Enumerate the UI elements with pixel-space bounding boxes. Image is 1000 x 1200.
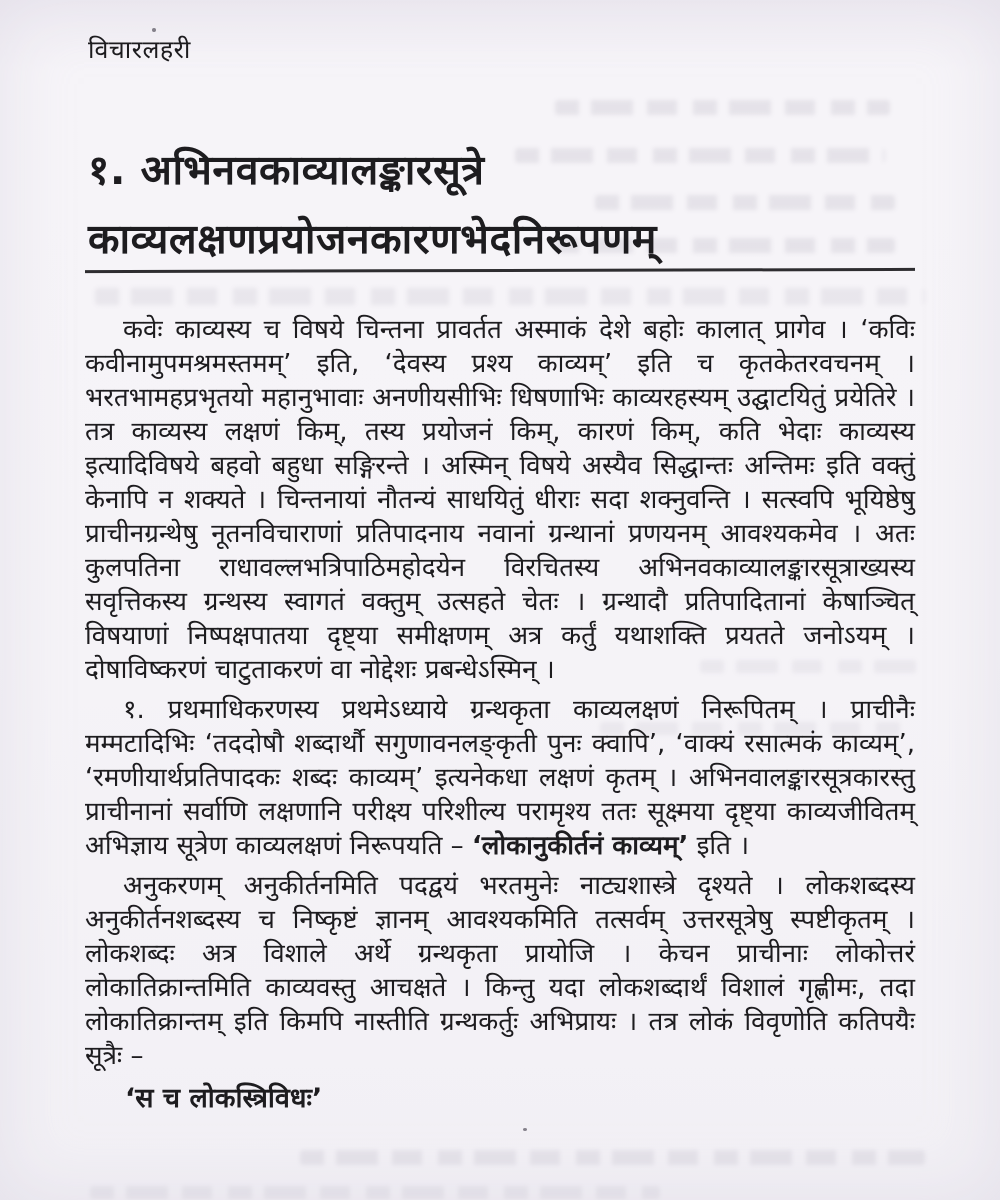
bleedthrough-text-ghost (95, 288, 925, 305)
chapter-title-line-2: काव्यलक्षणप्रयोजनकारणभेदनिरूपणम् (88, 215, 657, 263)
bleedthrough-text-ghost (90, 1186, 660, 1199)
text-run: १. प्रथमाधिकरणस्य प्रथमेऽध्याये ग्रन्थकृता काव्यलक्षणं निरूपितम् । प्राचीनैः मम्मटादिभिः ‘तददोषौ शब्दार्थौ सगुणावनलङ्कृती पुनः क्वापि’, ‘वाक्यं रसात्मकं काव्यम्’, ‘रमणीयार्थप्रतिपादकः शब्दः काव्यम्’ इत्यनेकधा लक्षणं कृतम् । अभिनवालङ्कारसूत्रकारस्तु प्राचीनानां सर्वाणि लक्षणानि परीक्ष्य परिशील्य परामृश्य ततः सूक्ष्मया दृष्ट्या काव्यजीवितम् अभिज्ञाय सूत्रेण काव्यलक्षणं निरूपयति – (85, 695, 915, 861)
body-paragraph-2 (85, 693, 915, 863)
text-run: अनुकरणम् अनुकीर्तनमिति पदद्वयं भरतमुनेः नाट्यशास्त्रे दृश्यते । लोकशब्दस्य अनुकीर्तनशब्दस्य च निष्कृष्टं ज्ञानम् आवश्यकमिति तत्सर्वम् उत्तरसूत्रेषु स्पष्टीकृतम् । लोकशब्दः अत्र विशाले अर्थे ग्रन्थकृता प्रायोजि । केचन प्राचीनाः लोकोत्तरं लोकातिक्रान्तमिति काव्यवस्तु आचक्षते । किन्तु यदा लोकशब्दार्थं विशालं गृह्णीमः, तदा लोकातिक्रान्तम् इति किमपि नास्तीति ग्रन्थकर्तुः अभिप्रायः । तत्र लोकं विवृणोति कतिपयैः सूत्रैः – (85, 871, 915, 1071)
scan-speck (523, 1128, 527, 1131)
sutra-line: ‘स च लोकस्त्रिविधः’ (125, 1083, 323, 1114)
chapter-title-line-1: १. अभिनवकाव्यालङ्कारसूत्रे (88, 146, 485, 194)
chapter-title (88, 136, 940, 274)
running-header: विचारलहरी (88, 35, 191, 64)
text-run: कवेः काव्यस्य च विषये चिन्तना प्रावर्तत अस्माकं देशे बहोः कालात् प्रागेव । ‘कविः कवीनामुपमश्रमस्तमम्’ इति, ‘देवस्य प्रश्य काव्यम्’ इति च कृतकेतरवचनम् । भरतभामहप्रभृतयो महानुभावाः अनणीयसीभिः धिषणाभिः काव्यरहस्यम् उद्घाटयितुं प्रयेतिरे । तत्र काव्यस्य लक्षणं किम्, तस्य प्रयोजनं किम्, कारणं किम्, कति भेदाः काव्यस्य इत्यादिविषये बहवो बहुधा सङ्गिरन्ते । अस्मिन् विषये अस्यैव सिद्धान्तः अन्तिमः इति वक्तुं केनापि न शक्यते । चिन्तनायां नौतन्यं साधयितुं धीराः सदा शक्नुवन्ति । सत्स्वपि भूयिष्ठेषु प्राचीनग्रन्थेषु नूतनविचाराणां प्रतिपादनाय नवानां ग्रन्थानां प्रणयनम् आवश्यकमेव । अतः कुलपतिना राधावल्लभत्रिपाठिमहोदयेन विरचितस्य अभिनवकाव्यालङ्कारसूत्राख्यस्य सवृत्तिकस्य ग्रन्थस्य स्वागतं वक्तुम् उत्सहते चेतः । ग्रन्थादौ प्रतिपादितानां केषाञ्चित् विषयाणां निष्पक्षपातया दृष्ट्या समीक्षणम् अत्र कर्तुं यथाशक्ति प्रयतते जनोऽयम् । दोषाविष्करणं चाटुताकरणं वा नोद्देशः प्रबन्धेऽस्मिन् । (85, 315, 915, 685)
bold-sutra-quote: ‘लोकानुकीर्तनं काव्यम्’ (471, 831, 689, 861)
text-run: इति । (688, 831, 750, 861)
bleedthrough-text-ghost (300, 1150, 925, 1165)
body-paragraph-3 (85, 869, 915, 1073)
bleedthrough-text-ghost (555, 100, 890, 115)
body-paragraph-1 (85, 313, 915, 687)
body-text (85, 313, 915, 1116)
